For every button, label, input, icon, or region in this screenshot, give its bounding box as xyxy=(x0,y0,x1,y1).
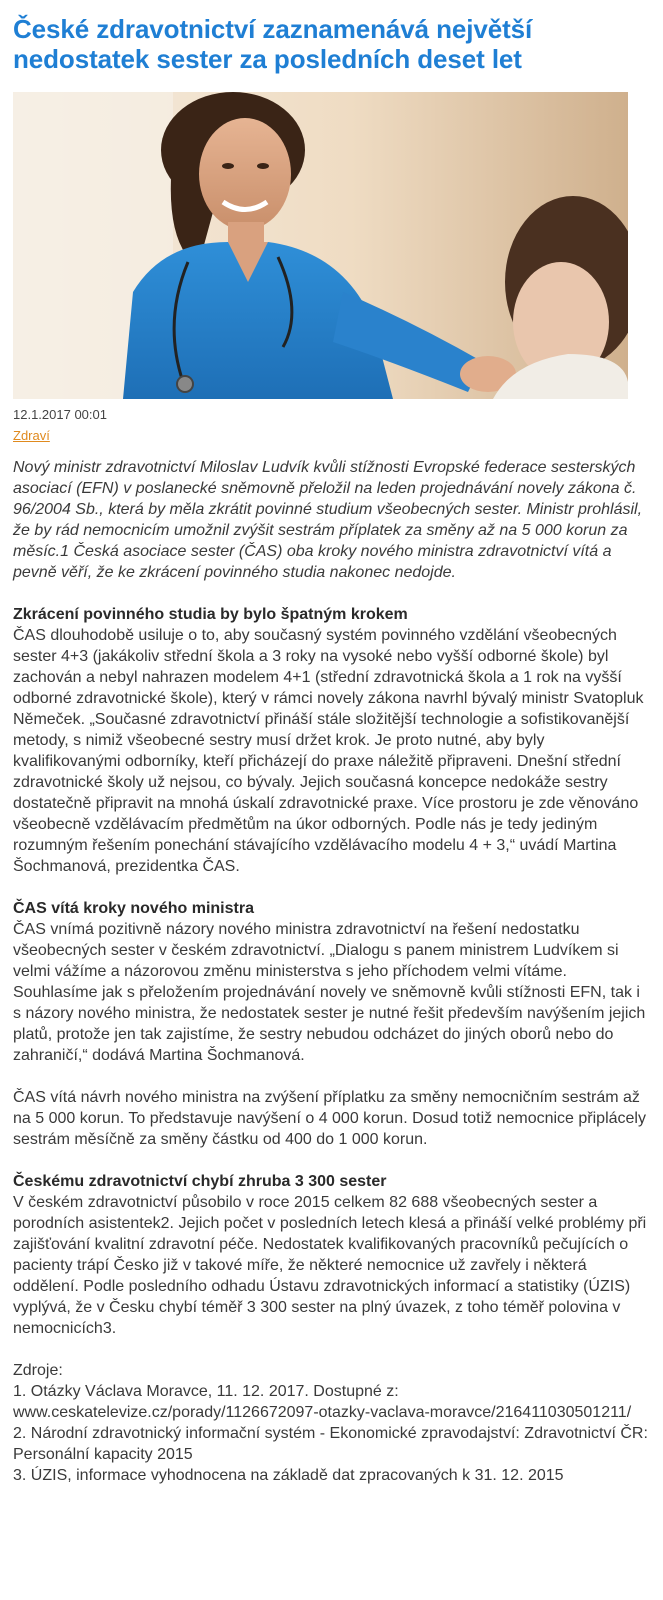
article-section xyxy=(13,604,650,877)
article-title: České zdravotnictví zaznamenává největší nedostatek sester za posledních deset let xyxy=(13,14,533,74)
source-item: 3. ÚZIS, informace vyhodnocena na základě dat zpracovaných k 31. 12. 2015 xyxy=(13,1467,564,1484)
hero-image xyxy=(13,92,628,399)
section-heading: Českému zdravotnictví chybí zhruba 3 300 sester xyxy=(13,1173,387,1190)
source-item: 1. Otázky Václava Moravce, 11. 12. 2017. Dostupné z: www.ceskatelevize.cz/porady/1126672097-otazky-vaclava-moravce/216411030501211/ xyxy=(13,1383,632,1421)
article-date: 12.1.2017 00:01 xyxy=(13,407,107,422)
sources-label: Zdroje: xyxy=(13,1362,63,1379)
section-text: ČAS vítá návrh nového ministra na zvýšení příplatku za směny nemocničním sestrám až na 5 000 korun. To představuje navýšení o 4 000 korun. Dosud totiž nemocnice připlácely sestrám měsíčně za směny částku od 400 do 1 000 korun. xyxy=(13,1089,646,1148)
section-text: ČAS dlouhodobě usiluje o to, aby současný systém povinného vzdělání všeobecných sester 4+3 (jakákoliv střední škola a 3 roky na vysoké nebo vyšší odborné škole) byl zachován a nebyl nahrazen modelem 4+1 (střední zdravotnická škola a 1 rok na vyšší odborné zdravotnické škole), který v rámci novely zákona navrhl bývalý ministr Svatopluk Němeček. „Současné zdravotnictví přináší stále složitější technologie a sofistikovanější metody, s nimiž všeobecné sestry musí držet krok. Je proto nutné, aby byly kvalifikovanými odborníky, kteří přicházejí do praxe náležitě připraveni. Dnešní střední zdravotnické školy už nejsou, co bývaly. Jejich současná koncepce nedokáže sestry dostatečně připravit na mnohá úskalí zdravotnické praxe. Více prostoru je zde věnováno všeobecně vzdělávacím předmětům na úkor odborných. Podle nás je tedy jediným rozumným řešením ponechání stávajícího vzdělávacího modelu 4 + 3,“ uvádí Martina Šochmanová, prezidentka ČAS. xyxy=(13,627,644,875)
section-heading: ČAS vítá kroky nového ministra xyxy=(13,900,254,917)
source-item: 2. Národní zdravotnický informační systém - Ekonomické zpravodajství: Zdravotnictví ČR: Personální kapacity 2015 xyxy=(13,1425,648,1463)
category-link[interactable]: Zdraví xyxy=(13,428,50,443)
section-heading: Zkrácení povinného studia by bylo špatným krokem xyxy=(13,606,408,623)
article-lead: Nový ministr zdravotnictví Miloslav Ludvík kvůli stížnosti Evropské federace sesterských asociací (EFN) v poslanecké sněmovně přeložil na leden projednávání novely zákona č. 96/2004 Sb., která by měla zkrátit povinné studium všeobecných sester. Ministr prohlásil, že by rád nemocnicím umožnil zvýšit sestrám příplatek za směny až na 5 000 korun za měsíc.1 Česká asociace sester (ČAS) oba kroky nového ministra zdravotnictví vítá a pevně věří, že ke zkrácení povinného studia nakonec nedojde. xyxy=(13,459,643,581)
sources xyxy=(13,1360,650,1486)
article-section xyxy=(13,1171,650,1339)
article-section xyxy=(13,898,650,1150)
section-text: V českém zdravotnictví působilo v roce 2015 celkem 82 688 všeobecných sester a porodních asistentek2. Jejich počet v posledních letech klesá a přináší velké problémy při zajišťování kvalitní zdravotní péče. Nedostatek kvalifikovaných pracovníků pečujících o pacienty trápí Česko již v takové míře, že některé nemocnice už zavřely i některá oddělení. Podle posledního odhadu Ústavu zdravotnických informací a statistiky (ÚZIS) vyplývá, že v Česku chybí téměř 3 300 sester na plný úvazek, z toho téměř polovina v nemocnicích3. xyxy=(13,1194,647,1337)
nurse-photo xyxy=(13,92,628,399)
section-text: ČAS vnímá pozitivně názory nového ministra zdravotnictví na řešení nedostatku všeobecných sester v českém zdravotnictví. „Dialogu s panem ministrem Ludvíkem si velmi vážíme a názorovou změnu ministerstva s jeho příchodem velmi vítáme. Souhlasíme jak s přeložením projednávání novely ve sněmovně kvůli stížnosti EFN, tak i s názory nového ministra, že nedostatek sester je nutné řešit především navýšením jejich platů, protože jen tak zajistíme, že sestry nebudou odcházet do jiných oborů nebo do zahraničí,“ dodává Martina Šochmanová. xyxy=(13,921,646,1064)
